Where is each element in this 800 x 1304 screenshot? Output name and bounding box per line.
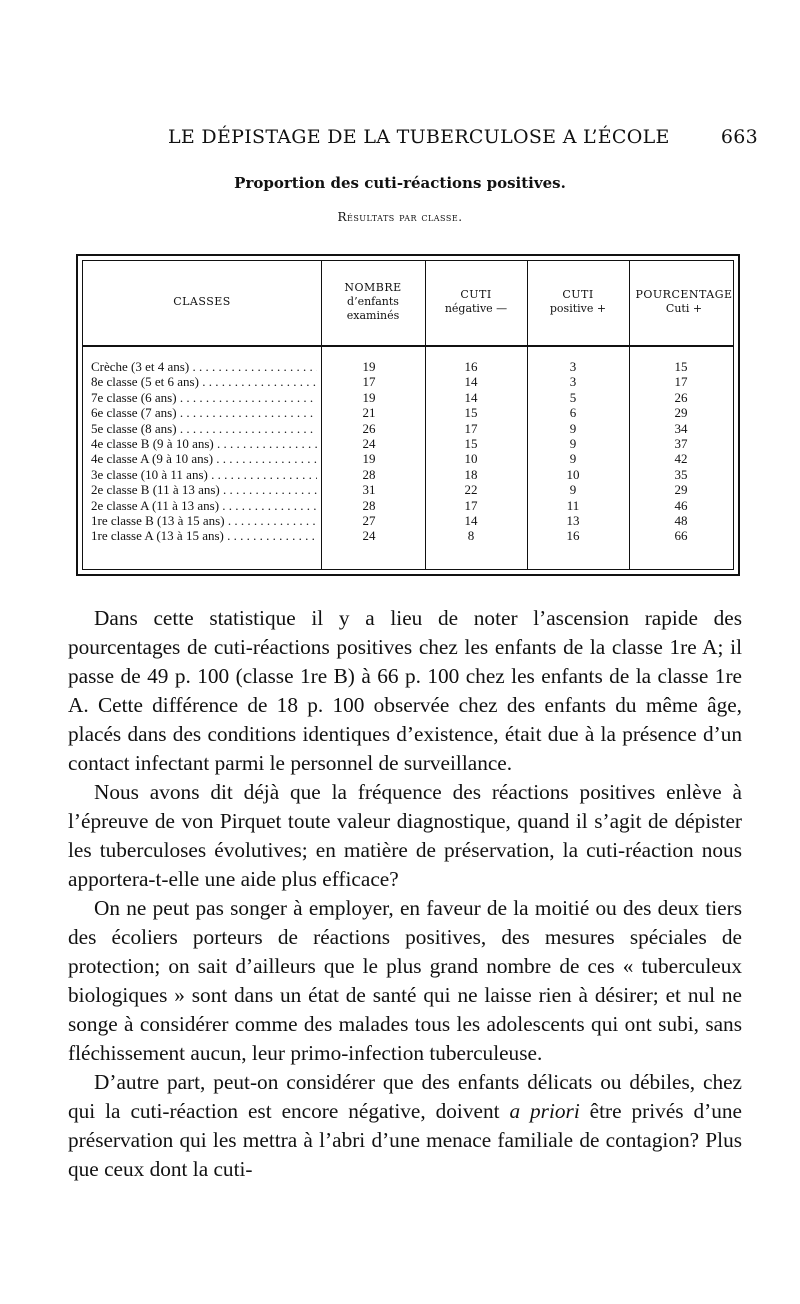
cell-nombre: 24 bbox=[362, 528, 376, 544]
cell-pourcentage: 26 bbox=[674, 389, 688, 405]
table-row bbox=[83, 467, 733, 482]
cell-nombre: 27 bbox=[362, 512, 376, 528]
cell-nombre: 17 bbox=[362, 374, 376, 390]
page-number: 663 bbox=[720, 126, 758, 148]
cell-positive: 13 bbox=[566, 512, 580, 528]
cell-pourcentage: 34 bbox=[674, 420, 688, 436]
table-body bbox=[83, 359, 733, 544]
cell-classe: 2e classe A (11 à 13 ans) . . . bbox=[91, 498, 317, 513]
table-row bbox=[83, 513, 733, 528]
table-row bbox=[83, 359, 733, 374]
cell-classe: 2e classe B (11 à 13 ans) . . . bbox=[91, 482, 317, 497]
cell-classe: 4e classe A (9 à 10 ans) . . . bbox=[91, 451, 317, 466]
header-cuti-negative: CUTI négative — bbox=[444, 288, 508, 315]
cell-classe: 6e classe (7 ans) . . . bbox=[91, 405, 317, 420]
running-title: LE DÉPISTAGE DE LA TUBERCULOSE A L’ÉCOLE bbox=[168, 126, 670, 148]
cell-negative: 18 bbox=[464, 466, 478, 482]
cell-classe: 7e classe (6 ans) . . . bbox=[91, 390, 317, 405]
cell-classe: Crèche (3 et 4 ans) . . . bbox=[91, 359, 317, 374]
table-row bbox=[83, 390, 733, 405]
cell-negative: 14 bbox=[464, 512, 478, 528]
cell-nombre: 19 bbox=[362, 389, 376, 405]
cell-classe: 8e classe (5 et 6 ans) . . . bbox=[91, 374, 317, 389]
cell-classe: 3e classe (10 à 11 ans) . . . bbox=[91, 467, 317, 482]
cell-negative: 16 bbox=[464, 359, 478, 374]
paragraph: D’autre part, peut-on considérer que des enfants délicats ou débiles, chez qui la cuti-réaction est encore négative, doivent a priori être privés d’une préservation qui les mettra à l’abri d’une menace familiale de contagion? Plus que ceux dont la cuti- bbox=[68, 1070, 742, 1181]
cell-classe: 5e classe (8 ans) . . . bbox=[91, 421, 317, 436]
table-row bbox=[83, 451, 733, 466]
cell-pourcentage: 42 bbox=[674, 451, 688, 467]
table-row bbox=[83, 436, 733, 451]
cell-positive: 9 bbox=[569, 420, 577, 436]
table-subcaption: Résultats par classe. bbox=[337, 210, 463, 224]
cell-positive: 16 bbox=[566, 528, 580, 544]
table-inner-border bbox=[82, 260, 734, 570]
running-head bbox=[168, 126, 758, 156]
cell-positive: 10 bbox=[566, 466, 580, 482]
cell-classe: 1re classe A (13 à 15 ans) . . . bbox=[91, 528, 317, 543]
cell-positive: 6 bbox=[569, 405, 577, 421]
cell-nombre: 19 bbox=[362, 359, 376, 374]
cell-negative: 10 bbox=[464, 451, 478, 467]
cell-pourcentage: 48 bbox=[674, 512, 688, 528]
cell-pourcentage: 15 bbox=[674, 359, 688, 374]
cell-nombre: 28 bbox=[362, 497, 376, 513]
cell-nombre: 28 bbox=[362, 466, 376, 482]
cell-negative: 14 bbox=[464, 389, 478, 405]
paragraph: On ne peut pas songer à employer, en faveur de la moitié ou des deux tiers des écoliers porteurs de réactions positives, des mesures spéciales de protection; on sait d’ailleurs que le plus grand nombre de ces « tuberculeux biologiques » sont dans un état de santé qui ne laisse rien à désirer; et nul ne songe à considérer comme des malades tous les adolescents qui ont subi, sans fléchissement aucun, leur primo-infection tuberculeuse. bbox=[68, 896, 742, 1065]
cell-pourcentage: 29 bbox=[674, 482, 688, 498]
header-pourcentage: POURCENTAGE Cuti + bbox=[635, 288, 733, 315]
cell-nombre: 19 bbox=[362, 451, 376, 467]
cell-pourcentage: 37 bbox=[674, 435, 688, 451]
results-table bbox=[76, 254, 740, 576]
cell-negative: 8 bbox=[467, 528, 475, 544]
cell-pourcentage: 17 bbox=[674, 374, 688, 390]
table-row bbox=[83, 405, 733, 420]
cell-positive: 11 bbox=[566, 497, 580, 513]
cell-nombre: 21 bbox=[362, 405, 376, 421]
header-classes: CLASSES bbox=[173, 295, 231, 309]
cell-positive: 9 bbox=[569, 482, 577, 498]
table-caption: Proportion des cuti-réactions positives. bbox=[234, 174, 566, 192]
cell-positive: 9 bbox=[569, 451, 577, 467]
header-cuti-positive: CUTI positive + bbox=[549, 288, 607, 315]
cell-negative: 14 bbox=[464, 374, 478, 390]
cell-negative: 17 bbox=[464, 497, 478, 513]
cell-pourcentage: 66 bbox=[674, 528, 688, 544]
cell-negative: 15 bbox=[464, 405, 478, 421]
cell-classe: 1re classe B (13 à 15 ans) . . . bbox=[91, 513, 317, 528]
cell-pourcentage: 29 bbox=[674, 405, 688, 421]
table-row bbox=[83, 482, 733, 497]
cell-positive: 5 bbox=[569, 389, 577, 405]
cell-nombre: 31 bbox=[362, 482, 376, 498]
table-row bbox=[83, 528, 733, 543]
header-rule bbox=[83, 345, 733, 347]
table-row bbox=[83, 498, 733, 513]
paragraph: Nous avons dit déjà que la fréquence des réactions positives enlève à l’épreuve de von Pirquet toute valeur diagnostique, quand il s’agit de dépister les tuberculoses évolutives; en matière de préservation, la cuti-réaction nous apportera-t-elle une aide plus efficace? bbox=[68, 780, 742, 891]
table-row bbox=[83, 421, 733, 436]
body-text bbox=[68, 604, 742, 1184]
italic-phrase: a priori bbox=[509, 1099, 580, 1123]
header-nombre: NOMBRE d’enfants examinés bbox=[344, 281, 402, 322]
paragraph: Dans cette statistique il y a lieu de noter l’ascension rapide des pourcentages de cuti-réactions positives chez les enfants de la classe 1re A; il passe de 49 p. 100 (classe 1re B) à 66 p. 100 chez les enfants de la classe 1re A. Cette différence de 18 p. 100 observée chez des enfants du même âge, placés dans des conditions identiques d’existence, était due à la présence d’un contact infectant parmi le personnel de surveillance. bbox=[68, 606, 742, 775]
table-row bbox=[83, 374, 733, 389]
cell-positive: 3 bbox=[569, 374, 577, 390]
cell-pourcentage: 35 bbox=[674, 466, 688, 482]
cell-negative: 15 bbox=[464, 435, 478, 451]
cell-nombre: 24 bbox=[362, 435, 376, 451]
cell-positive: 3 bbox=[569, 359, 577, 374]
cell-pourcentage: 46 bbox=[674, 497, 688, 513]
cell-classe: 4e classe B (9 à 10 ans) . . . bbox=[91, 436, 317, 451]
cell-negative: 22 bbox=[464, 482, 478, 498]
cell-negative: 17 bbox=[464, 420, 478, 436]
cell-positive: 9 bbox=[569, 435, 577, 451]
cell-nombre: 26 bbox=[362, 420, 376, 436]
